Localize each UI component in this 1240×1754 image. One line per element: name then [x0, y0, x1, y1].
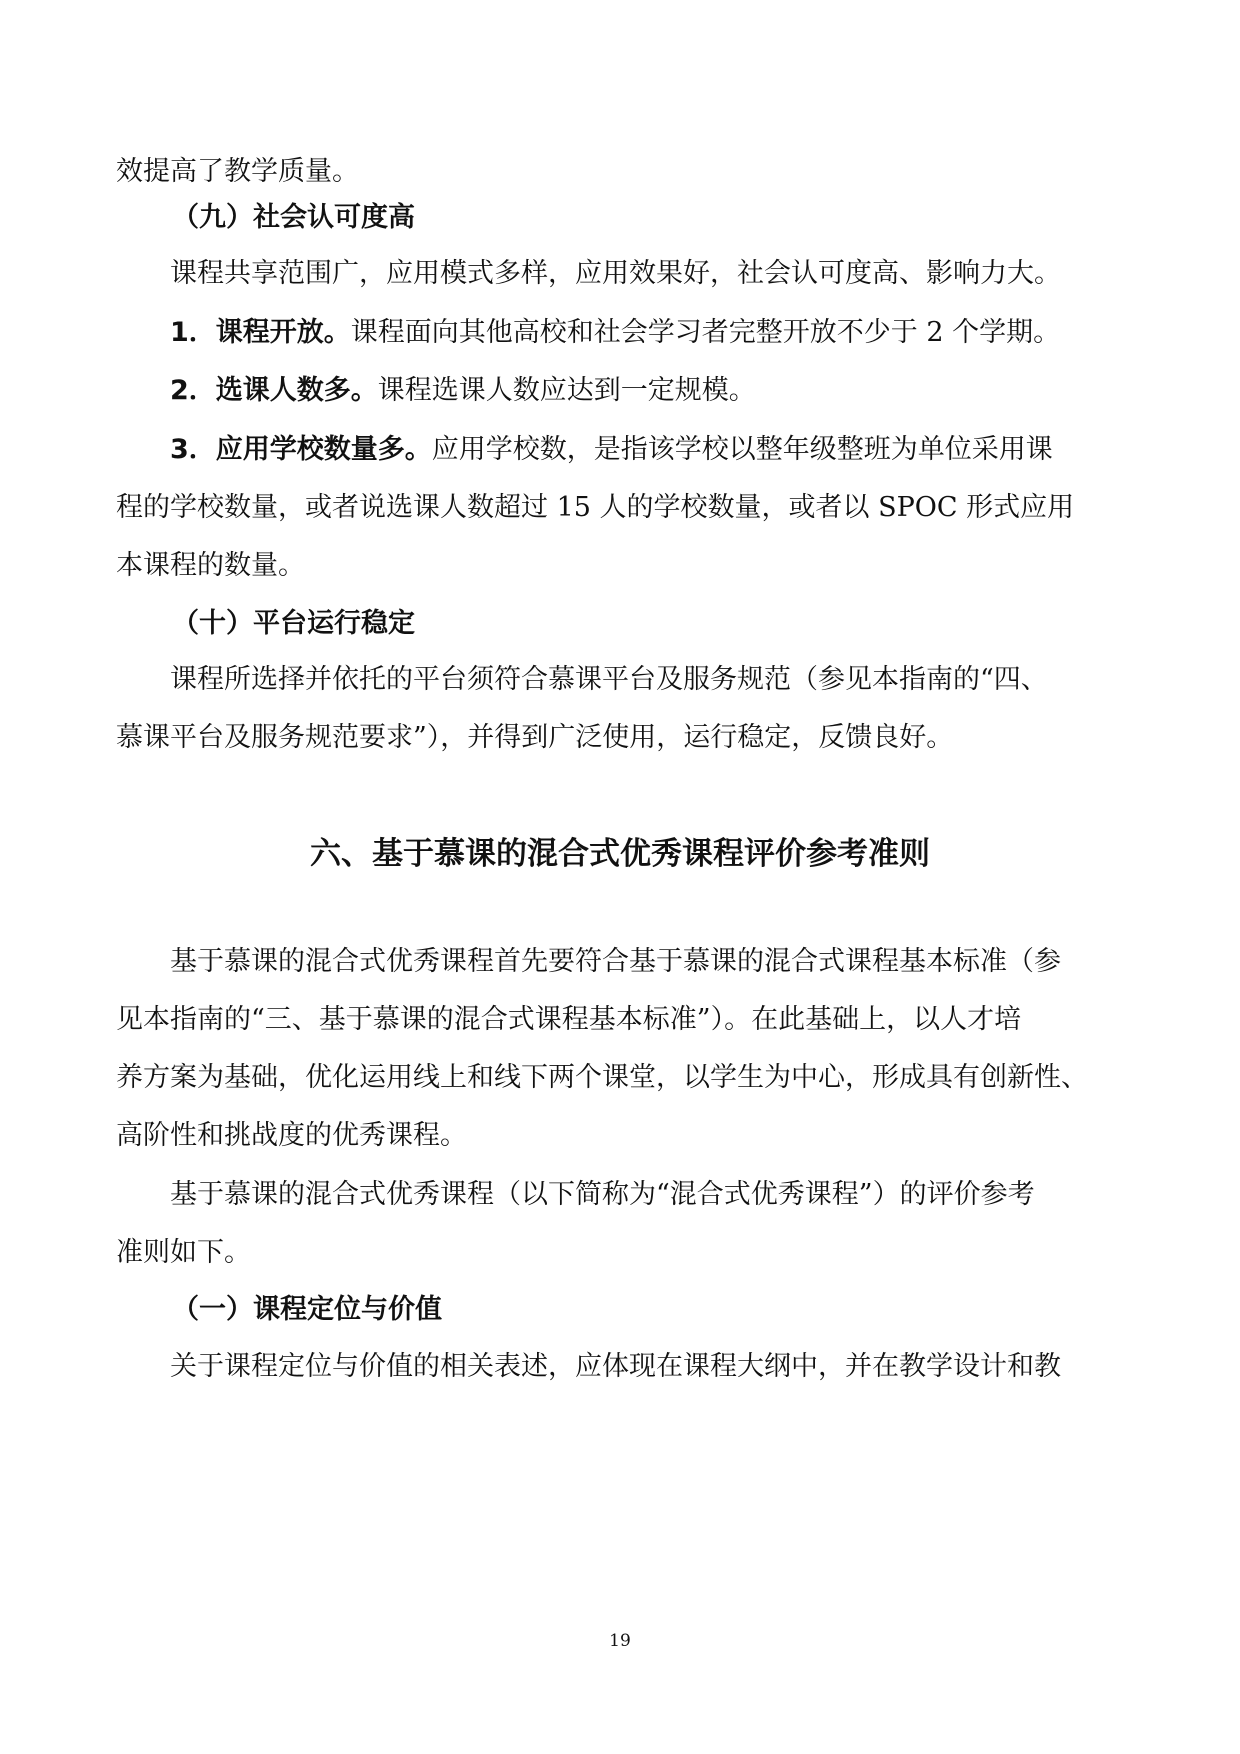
list-item-2-text: 课程选课人数应达到一定规模。	[377, 375, 756, 406]
paragraph-line: 基于慕课的混合式优秀课程（以下简称为“混合式优秀课程”）的评价参考	[170, 1179, 1035, 1210]
paragraph-line: 准则如下。	[116, 1237, 251, 1268]
paragraph-line: 程的学校数量，或者说选课人数超过 15 人的学校数量，或者以 SPOC 形式应用	[116, 492, 1075, 523]
paragraph-line: 养方案为基础，优化运用线上和线下两个课堂，以学生为中心，形成具有创新性、	[116, 1062, 1088, 1093]
paragraph-line: 慕课平台及服务规范要求”），并得到广泛使用，运行稳定，反馈良好。	[116, 722, 954, 753]
list-item-3-title: 3．应用学校数量多。	[170, 434, 432, 465]
paragraph-line: 本课程的数量。	[116, 550, 305, 581]
subsection-heading-9: （九）社会认可度高	[172, 202, 415, 233]
paragraph-line: 关于课程定位与价值的相关表述，应体现在课程大纲中，并在教学设计和教	[170, 1351, 1061, 1382]
paragraph-line: 课程共享范围广，应用模式多样，应用效果好，社会认可度高、影响力大。	[170, 258, 1061, 289]
list-item-3	[170, 430, 1136, 470]
page-number: 19	[609, 1631, 631, 1651]
subsection-heading-10: （十）平台运行稳定	[172, 608, 415, 639]
paragraph-line: 基于慕课的混合式优秀课程首先要符合基于慕课的混合式课程基本标准（参	[170, 946, 1061, 977]
list-item-2	[170, 371, 1136, 411]
list-item-1-text: 课程面向其他高校和社会学习者完整开放不少于 2 个学期。	[350, 317, 1061, 348]
subsection-heading-1: （一）课程定位与价值	[172, 1294, 442, 1325]
list-item-2-title: 2．选课人数多。	[170, 375, 378, 406]
list-item-3-text: 应用学校数，是指该学校以整年级整班为单位采用课	[431, 434, 1053, 465]
list-item-1-title: 1．课程开放。	[170, 317, 351, 348]
list-item-1	[170, 313, 1136, 353]
paragraph-line: 高阶性和挑战度的优秀课程。	[116, 1120, 467, 1151]
section-title-6: 六、基于慕课的混合式优秀课程评价参考准则	[310, 836, 930, 872]
paragraph-line: 效提高了教学质量。	[116, 156, 359, 187]
paragraph-line: 见本指南的“三、基于慕课的混合式课程基本标准”）。在此基础上，以人才培	[116, 1004, 1022, 1035]
paragraph-line: 课程所选择并依托的平台须符合慕课平台及服务规范（参见本指南的“四、	[170, 664, 1048, 695]
